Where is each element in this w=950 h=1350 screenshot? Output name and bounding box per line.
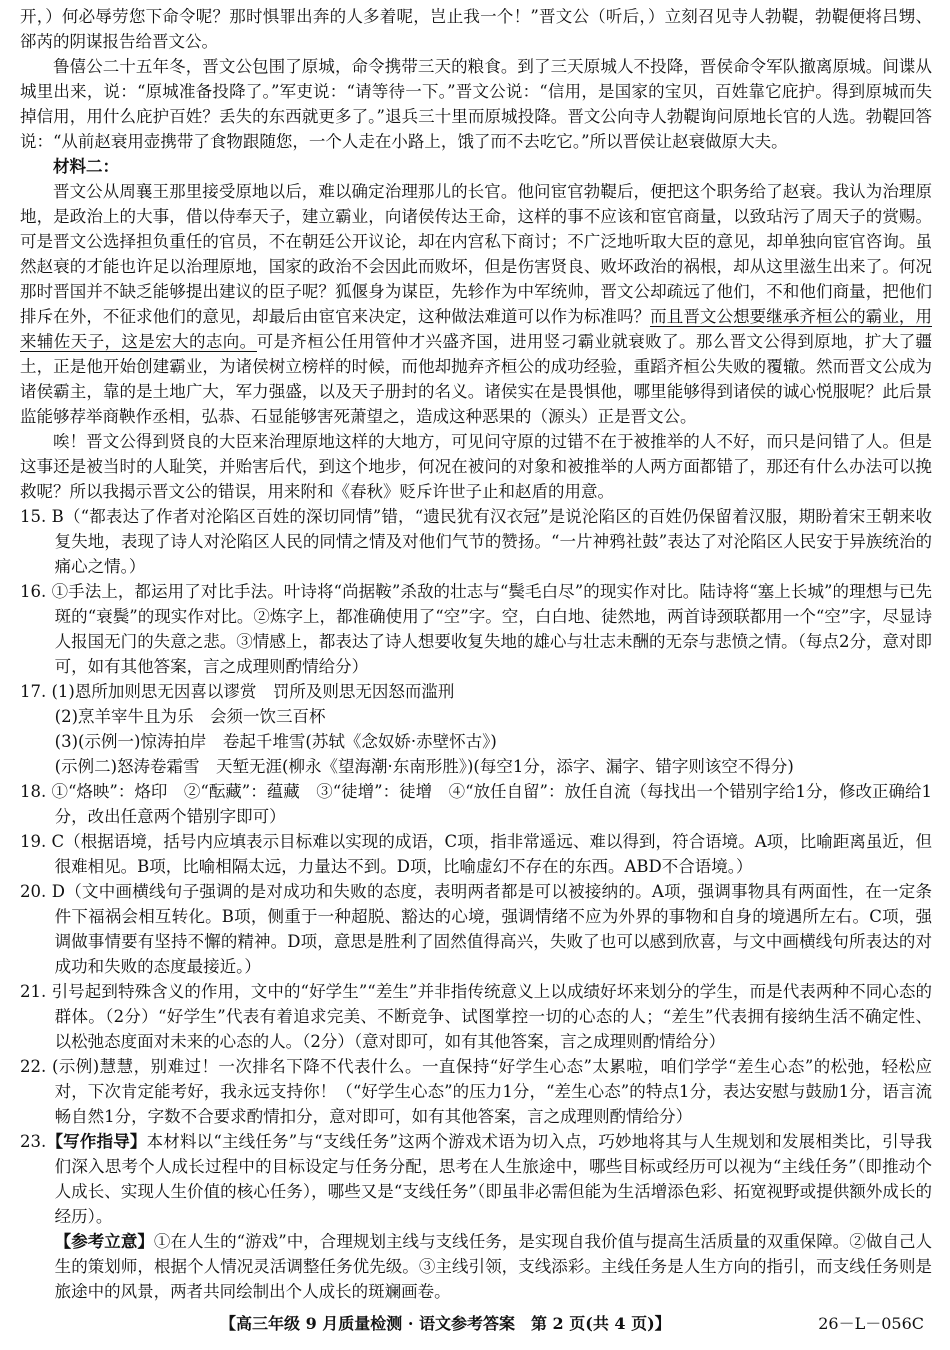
answer-16: 16. ①手法上，都运用了对比手法。叶诗将“尚据鞍”杀敌的壮志与“鬓毛白尽”的现实作对比。陆诗将“塞上长城”的理想与已先斑的“衰鬓”的现实作对比。②炼字上，都准确使用了“空”字。空，白白地、徒然地，两首诗颈联都用一个“空”字，尽显诗人报国无门的失意之悲。③情感上，都表达了诗人想要收复失地的雄心与壮志未酬的无奈与悲愤之情。（每点2分，意对即可，如有其他答案，言之成理则酌情给分） — [20, 582, 932, 676]
page-footer — [20, 1311, 932, 1337]
answer-17-part3: (3)(示例一)惊涛拍岸 卷起千堆雪(苏轼《念奴娇·赤壁怀古》) — [54, 732, 497, 751]
passage-paragraph: 唉！晋文公得到贤良的大臣来治理原地这样的大地方，可见问守原的过错不在于被推举的人不好，而只是问错了人。但是这事还是被当时的人耻笑，并贻害后代，到这个地步，何况在被问的对象和被推举的人两方面都错了，那还有什么办法可以挽救呢？所以我揭示晋文公的错误，用来附和《春秋》贬斥许世子止和赵盾的用意。 — [20, 432, 932, 501]
passage-paragraph: 鲁僖公二十五年冬，晋文公包围了原城，命令携带三天的粮食。到了三天原城人不投降，晋侯命令军队撤离原城。间谍从城里出来，说：“原城准备投降了。”军吏说：“请等待一下。”晋文公说：“信用，是国家的宝贝，百姓靠它庇护。得到原城而失掉信用，用什么庇护百姓？丢失的东西就更多了。”退兵三十里而原城投降。晋文公向寺人勃鞮询问原地长官的人选。勃鞮回答说：“从前赵衰用壶携带了食物跟随您，一个人走在小路上，饿了而不去吃它。”所以晋侯让赵衰做原大夫。 — [20, 57, 932, 151]
answer-18: 18. ①“烙映”：烙印 ②“酝藏”：蕴藏 ③“徒增”：徒增 ④“放任自留”：放任自流（每找出一个错别字给1分，修改正确给1分，改出任意两个错别字即可） — [20, 782, 932, 826]
guide-text: 本材料以“主线任务”与“支线任务”这两个游戏术语为切入点，巧妙地将其与人生规划和发展相类比，引导我们深入思考个人成长过程中的目标设定与任务分配，思考在人生旅途中，哪些目标或经历可以视为“主线任务”（即推动个人成长、实现人生价值的核心任务），哪些又是“支线任务”（即虽非必需但能为生活增添色彩、拓宽视野或提供额外成长的经历）。 — [54, 1132, 932, 1226]
answer-23-reference — [20, 1229, 932, 1304]
underlined-sentence: 而且晋文公想要继承齐桓公的霸业，用来辅佐天子，这是宏大的志向。 — [20, 307, 933, 351]
answer-number: 17. — [20, 682, 47, 701]
footer-title: 【高三年级 9 月质量检测 · 语文参考答案 第 2 页(共 4 页)】 — [220, 1314, 671, 1333]
answer-17-part4: (示例二)怒涛卷霜雪 天堑无涯(柳永《望海潮·东南形胜》)(每空1分，添字、漏字、错字则该空不得分) — [54, 757, 794, 776]
answer-22: 22. (示例)慧慧，别难过！一次排名下降不代表什么。一直保持“好学生心态”太累啦，咱们学学“差生心态”的松弛，轻松应对，下次肯定能考好，我永远支持你！（“好学生心态”的压力1分，“差生心态”的特点1分，表达安慰与鼓励1分，语言流畅自然1分，字数不合要求酌情扣分，意对即可，如有其他答案，言之成理则酌情给分） — [20, 1057, 932, 1126]
answer-page — [20, 4, 932, 1304]
answer-17-part1: (1)恩所加则思无因喜以谬赏 罚所及则思无因怒而滥刑 — [51, 682, 455, 701]
answer-19: 19. C（根据语境，括号内应填表示目标难以实现的成语，C项，指非常遥远、难以得到，符合语境。A项，比喻距离虽近，但很难相见。B项，比喻相隔太远，力量达不到。D项，比喻虚幻不存在的东西。ABD不合语境。） — [20, 832, 932, 876]
answer-17 — [20, 679, 932, 704]
reference-label: 【参考立意】 — [54, 1232, 154, 1251]
passage-text: 晋文公从周襄王那里接受原地以后，难以确定治理那儿的长官。他问宦官勃鞮后，便把这个职务给了赵衰。我认为治理原地，是政治上的大事，借以侍奉天子，建立霸业，向诸侯传达王命，这样的事不应该和宦官商量，以致玷污了周天子的赏赐。可是晋文公选择担负重任的官员，不在朝廷公开议论，却在内宫私下商讨；不广泛地听取大臣的意见，却单独向宦官咨询。虽然赵衰的才能也许足以治理原地，国家的政治不会因此而败坏，但是伤害贤良、败坏政治的祸根，却从这里滋生出来了。何况那时晋国并不缺乏能够提出建议的臣子呢？狐偃身为谋臣，先轸作为中军统帅，晋文公却疏远了他们，不和他们商量，把他们排斥在外，不征求他们的意见，却最后由宦官来决定，这种做法难道可以作为标准吗？ — [20, 182, 932, 326]
answer-number: 23. — [20, 1132, 47, 1151]
material-heading: 材料二： — [53, 157, 119, 176]
reference-text: ①在人生的“游戏”中，合理规划主线与支线任务，是实现自我价值与提高生活质量的双重保障。②做自己人生的策划师，根据个人情况灵活调整任务优先级。③主线引领，支线添彩。主线任务是人生方向的指引，而支线任务则是旅途中的风景，两者共同绘制出个人成长的斑斓画卷。 — [54, 1232, 932, 1301]
answer-17-part2: (2)烹羊宰牛且为乐 会须一饮三百杯 — [54, 707, 326, 726]
answer-23-guide — [20, 1129, 932, 1229]
answer-15: 15. B（“都表达了作者对沦陷区百姓的深切同情”错，“遗民犹有汉衣冠”是说沦陷区的百姓仍保留着汉服，期盼着宋王朝来收复失地，表现了诗人对沦陷区人民的同情之情及对他们气节的赞扬。“一片神鸦社鼓”表达了对沦陷区人民安于异族统治的痛心之情。） — [20, 507, 932, 576]
answer-21: 21. 引号起到特殊含义的作用，文中的“好学生”“差生”并非指传统意义上以成绩好坏来划分的学生，而是代表两种不同心态的群体。（2分）“好学生”代表有着追求完美、不断竞争、试图掌控一切的心态的人；“差生”代表拥有接纳生活不确定性、以松弛态度面对未来的心态的人。（2分）（意对即可，如有其他答案，言之成理则酌情给分） — [20, 982, 932, 1051]
document-code: 26－L－056C — [818, 1314, 924, 1333]
passage-text: 可是齐桓公任用管仲才兴盛齐国，进用竖刁霸业就衰败了。那么晋文公得到原地，扩大了疆土，正是他开始创建霸业，为诸侯树立榜样的时候，而他却抛弃齐桓公的成功经验，重蹈齐桓公失败的覆辙。然而晋文公成为诸侯霸主，靠的是土地广大，军力强盛，以及天子册封的名义。诸侯实在是畏惧他，哪里能够得到诸侯的诚心悦服呢？此后景监能够荐举商鞅作丞相，弘恭、石显能够害死萧望之，造成这种恶果的（源头）正是晋文公。 — [20, 332, 933, 426]
passage-paragraph: 开，）何必辱劳您下命令呢？那时惧罪出奔的人多着呢，岂止我一个！”晋文公（听后，）立刻召见寺人勃鞮，勃鞮便将吕甥、郤芮的阴谋报告给晋文公。 — [20, 7, 932, 51]
answer-20: 20. D（文中画横线句子强调的是对成功和失败的态度，表明两者都是可以被接纳的。A项，强调事物具有两面性，在一定条件下福祸会相互转化。B项，侧重于一种超脱、豁达的心境，强调情绪不应为外界的事物和自身的境遇所左右。C项，强调做事情要有坚持不懈的精神。D项，意思是胜利了固然值得高兴，失败了也可以感到欣喜，与文中画横线句所表达的对成功和失败的态度最接近。） — [20, 882, 932, 976]
guide-label: 【写作指导】 — [46, 1132, 147, 1151]
passage-paragraph — [20, 179, 932, 429]
